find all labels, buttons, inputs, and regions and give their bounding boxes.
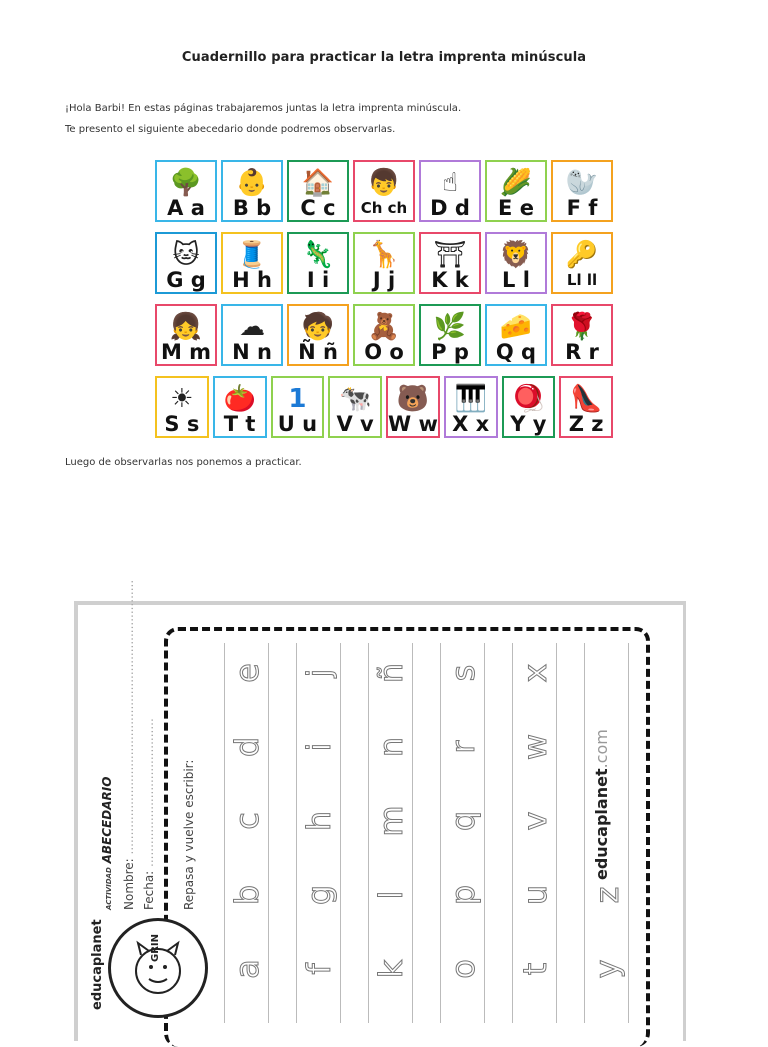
- trace-letter: a: [228, 959, 266, 979]
- guide-line: [368, 643, 369, 1023]
- guide-line: [268, 643, 269, 1023]
- tile-letters: O o: [364, 340, 404, 364]
- guide-line: [584, 643, 585, 1023]
- trace-letter: f: [300, 963, 338, 975]
- presentation-paragraph: Te presento el siguiente abecedario donde podremos observarlas.: [65, 124, 396, 135]
- tile-letters: X x: [452, 412, 490, 436]
- letter-tile: [386, 376, 440, 438]
- trace-letter: j: [300, 668, 338, 678]
- letter-tile: [287, 304, 349, 366]
- tile-letters: Ñ ñ: [298, 340, 338, 364]
- shoes-icon: 👠: [569, 383, 603, 414]
- trace-letter: b: [228, 884, 266, 906]
- baby-icon: 👶: [235, 167, 269, 198]
- tile-letters: J j: [372, 268, 396, 292]
- trace-letter: t: [516, 962, 554, 976]
- trace-letter: o: [444, 959, 482, 979]
- trace-letter: l: [372, 890, 410, 900]
- boy-desk-icon: 🧒: [301, 311, 335, 342]
- tomato-icon: 🍅: [223, 383, 256, 414]
- tile-letters: N n: [232, 340, 272, 364]
- trace-letter: x: [516, 663, 554, 683]
- activity-heading: ACTIVIDAD ABECEDARIO: [100, 776, 114, 910]
- tile-letters: E e: [498, 196, 534, 220]
- sun-icon: ☀: [170, 383, 194, 414]
- trace-letter: u: [516, 884, 554, 906]
- tile-letters: Ch ch: [360, 199, 408, 217]
- guide-line: [224, 643, 225, 1023]
- tile-letters: M m: [160, 340, 212, 364]
- bear-icon: 🧸: [367, 311, 401, 342]
- logo-wordmark: educaplanet: [90, 919, 105, 1010]
- letter-tile: [485, 232, 547, 294]
- xylophone-icon: 🎹: [454, 383, 487, 414]
- house-icon: 🏠: [301, 167, 335, 198]
- tile-letters: I i: [306, 268, 330, 292]
- trace-letter: c: [228, 812, 266, 830]
- trace-letter: z: [588, 886, 626, 904]
- alphabet-row: [155, 376, 613, 440]
- tile-letters: B b: [232, 196, 272, 220]
- grin-logo: [108, 918, 208, 1018]
- tile-letters: R r: [565, 340, 599, 364]
- trace-letter: n: [372, 736, 410, 758]
- letter-tile: [353, 232, 415, 294]
- letter-tile: [551, 304, 613, 366]
- trace-letter: d: [228, 736, 266, 758]
- letter-tile: [485, 160, 547, 222]
- instruction-text: Repasa y vuelve escribir:: [182, 759, 196, 910]
- page-title: Cuadernillo para practicar la letra imprenta minúscula: [181, 50, 587, 65]
- tile-letters: C c: [300, 196, 336, 220]
- seal-icon: 🦭: [565, 167, 599, 198]
- tile-letters: Y y: [510, 412, 547, 436]
- letter-tile: [287, 160, 349, 222]
- letter-tile: [221, 232, 283, 294]
- tile-letters: W w: [388, 412, 438, 436]
- alphabet-chart: [155, 160, 613, 442]
- tile-letters: T t: [223, 412, 256, 436]
- letter-tile: [353, 160, 415, 222]
- trace-letter: s: [444, 664, 482, 682]
- tile-letters: A a: [167, 196, 205, 220]
- letter-tile: [271, 376, 325, 438]
- number-one-icon: 1: [288, 383, 307, 414]
- rose-icon: 🌹: [565, 311, 599, 342]
- letter-tile: [551, 232, 613, 294]
- letter-tile: [221, 304, 283, 366]
- tile-letters: Q q: [495, 340, 537, 364]
- letter-tile: [444, 376, 498, 438]
- lion-icon: 🦁: [499, 239, 533, 270]
- guide-line: [340, 643, 341, 1023]
- thread-icon: 🧵: [235, 239, 269, 270]
- trace-letter: q: [444, 810, 482, 832]
- guide-line: [556, 643, 557, 1023]
- name-field: Nombre: ........................................................................: [122, 579, 136, 910]
- trace-letter: ñ: [372, 662, 410, 684]
- letter-tile: [155, 304, 217, 366]
- tile-letters: V v: [336, 412, 374, 436]
- letter-tile: [155, 160, 217, 222]
- brand-logo: educaplanet.com: [592, 729, 611, 880]
- corn-icon: 🌽: [499, 167, 533, 198]
- letter-tile: [353, 304, 415, 366]
- tree-icon: 🌳: [169, 167, 203, 198]
- trace-letter: g: [300, 884, 338, 906]
- trace-letter: r: [444, 740, 482, 754]
- tile-letters: K k: [431, 268, 469, 292]
- letter-tile: [419, 232, 481, 294]
- kiosk-icon: ⛩: [433, 239, 467, 270]
- letter-tile: [419, 304, 481, 366]
- guide-line: [296, 643, 297, 1023]
- letter-tile: [559, 376, 613, 438]
- trace-letter: m: [372, 805, 410, 837]
- tile-letters: Z z: [568, 412, 604, 436]
- tile-letters: G g: [166, 268, 206, 292]
- letter-tile: [502, 376, 556, 438]
- tile-letters: U u: [277, 412, 318, 436]
- tile-letters: P p: [431, 340, 469, 364]
- letter-tile: [155, 376, 209, 438]
- winnie-icon: 🐻: [396, 383, 430, 414]
- trace-letter: v: [516, 811, 554, 831]
- trace-letter: h: [300, 810, 338, 832]
- tile-letters: Ll ll: [566, 271, 598, 289]
- letter-tile: [328, 376, 382, 438]
- letter-tile: [155, 232, 217, 294]
- tile-letters: F f: [566, 196, 598, 220]
- tile-letters: H h: [232, 268, 272, 292]
- practice-paragraph: Luego de observarlas nos ponemos a practicar.: [65, 457, 302, 468]
- trace-letter: p: [444, 884, 482, 906]
- cow-icon: 🐄: [338, 383, 372, 414]
- key-icon: 🔑: [565, 239, 599, 270]
- letter-tile: [213, 376, 267, 438]
- guide-line: [484, 643, 485, 1023]
- trace-letter: i: [300, 742, 338, 752]
- letter-tile: [419, 160, 481, 222]
- tile-letters: L l: [502, 268, 530, 292]
- letter-tile: [221, 160, 283, 222]
- tile-letters: D d: [430, 196, 470, 220]
- girl-icon: 👧: [169, 311, 203, 342]
- giraffe-icon: 🦒: [367, 239, 401, 270]
- date-field: Fecha: .......................................: [142, 718, 156, 910]
- guide-line: [512, 643, 513, 1023]
- alphabet-row: [155, 304, 613, 368]
- trace-letter: w: [516, 733, 554, 761]
- tile-letters: S s: [164, 412, 200, 436]
- boy-icon: 👦: [367, 167, 401, 198]
- intro-paragraph: ¡Hola Barbi! En estas páginas trabajaremos juntas la letra imprenta minúscula.: [65, 103, 462, 114]
- guide-line: [412, 643, 413, 1023]
- trace-letter: e: [228, 663, 266, 683]
- iguana-icon: 🦎: [301, 239, 335, 270]
- letter-tile: [551, 160, 613, 222]
- park-icon: 🌿: [433, 311, 467, 342]
- guide-line: [440, 643, 441, 1023]
- trace-letter: k: [372, 959, 410, 979]
- letter-tile: [287, 232, 349, 294]
- guide-line: [628, 643, 629, 1023]
- cloud-icon: ☁: [239, 311, 265, 342]
- finger-icon: ☝: [442, 167, 458, 198]
- logo-name: GRIN: [150, 934, 161, 962]
- cat-icon: 🐱: [172, 239, 200, 270]
- trace-letter: y: [588, 959, 626, 979]
- yoyo-icon: 🪀: [512, 383, 545, 414]
- alphabet-row: [155, 232, 613, 296]
- cheese-icon: 🧀: [499, 311, 533, 342]
- alphabet-row: [155, 160, 613, 224]
- letter-tile: [485, 304, 547, 366]
